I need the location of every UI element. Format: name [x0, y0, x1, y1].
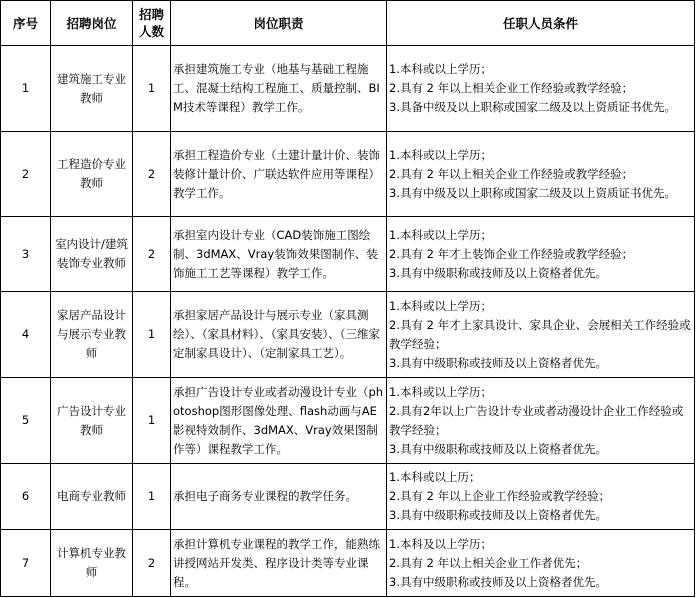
table-row	[1, 292, 695, 378]
row-no: 6	[1, 464, 51, 530]
requirement-item: 2.具有 2 年以上相关企业工作经验或教学经验；	[389, 166, 634, 181]
row-count: 2	[133, 217, 171, 292]
row-requirements	[387, 530, 695, 597]
row-count: 1	[133, 292, 171, 378]
row-position: 家居产品设计与展示专业教师	[51, 292, 133, 378]
row-duty: 承担室内设计专业（CAD装饰施工图绘制、3dMAX、Vray装饰效果图制作、装饰施工工艺等课程）教学工作。	[171, 217, 387, 292]
table-row	[1, 464, 695, 530]
row-no: 1	[1, 46, 51, 132]
row-position: 计算机专业教师	[51, 530, 133, 597]
row-position: 电商专业教师	[51, 464, 133, 530]
requirement-item: 2.具有 2 年才上装饰企业工作经验或教学经验；	[389, 246, 634, 261]
requirement-item: 2.具有 2 年以上企业工作经验或教学经验；	[389, 489, 611, 503]
header-no: 序号	[1, 1, 51, 46]
row-position: 工程造价专业教师	[51, 132, 133, 217]
table-row	[1, 530, 695, 597]
row-count: 1	[133, 464, 171, 530]
requirement-item: 3.具有中级及以上职称或国家二级及以上资质证书优先。	[389, 185, 676, 200]
requirement-item: 3.具有中级职称或技师及以上资格者优先。	[389, 441, 607, 456]
table-row	[1, 217, 695, 292]
requirement-item: 3.具有中级职称或技师及以上资格者优先。	[389, 508, 607, 522]
table-row	[1, 378, 695, 464]
row-position: 室内设计/建筑装饰专业教师	[51, 217, 133, 292]
requirement-item: 3.具备中级及以上职称或国家二级及以上资质证书优先。	[389, 100, 676, 114]
row-duty: 承担电子商务专业课程的教学任务。	[171, 464, 387, 530]
row-requirements	[387, 292, 695, 378]
requirement-item: 1.本科或以上学历；	[389, 147, 492, 162]
header-row	[1, 1, 695, 46]
header-position: 招聘岗位	[51, 1, 133, 46]
requirement-item: 1.本科及以上学历；	[389, 536, 492, 551]
row-duty: 承担广告设计专业或者动漫设计专业（photoshop图形图像处理、flash动画与AE影视特效制作、3dMAX、Vray效果图制作等）课程教学工作。	[171, 378, 387, 464]
row-count: 1	[133, 46, 171, 132]
requirement-item: 2.具有 2 年才上家具设计、家具企业、会展相关工作经验或教学经验；	[389, 317, 691, 351]
row-requirements	[387, 378, 695, 464]
requirement-item: 1.本科或以上学历；	[389, 298, 492, 313]
requirement-item: 1.本科或以上学历；	[389, 62, 492, 76]
row-position: 广告设计专业教师	[51, 378, 133, 464]
row-count: 2	[133, 132, 171, 217]
row-requirements	[387, 46, 695, 132]
table-row	[1, 46, 695, 132]
requirement-item: 3.具有中级职称或技师及以上资格者优先。	[389, 355, 607, 370]
row-duty: 承担工程造价专业（土建计量计价、装饰装修计量计价、广联达软件应用等课程）教学工作。	[171, 132, 387, 217]
header-count	[133, 1, 171, 46]
row-duty: 承担建筑施工专业（地基与基础工程施工、混凝土结构工程施工、质量控制、BIM技术等课程）教学工作。	[171, 46, 387, 132]
row-requirements	[387, 132, 695, 217]
requirement-item: 2.具有 2 年以上相关企业工作者优先；	[389, 555, 588, 570]
row-no: 5	[1, 378, 51, 464]
header-duty: 岗位职责	[171, 1, 387, 46]
row-no: 4	[1, 292, 51, 378]
requirement-item: 3.具有中级职称或技师及以上资格者优先。	[389, 574, 607, 589]
table-row	[1, 132, 695, 217]
row-no: 7	[1, 530, 51, 597]
header-requirements: 任职人员条件	[387, 1, 695, 46]
requirement-item: 1.本科或以上学历；	[389, 227, 492, 242]
row-duty: 承担计算机专业课程的教学工作，能熟练讲授网站开发类、程序设计类等专业课程。	[171, 530, 387, 597]
row-count: 2	[133, 530, 171, 597]
row-requirements	[387, 464, 695, 530]
row-no: 3	[1, 217, 51, 292]
requirement-item: 2.具有 2 年以上相关企业工作经验或教学经验；	[389, 81, 634, 95]
requirement-item: 1.本科或以上学历；	[389, 384, 492, 399]
row-no: 2	[1, 132, 51, 217]
requirement-item: 2.具有2年以上广告设计专业或者动漫设计企业工作经验或教学经验；	[389, 403, 684, 437]
row-count: 1	[133, 378, 171, 464]
row-duty: 承担家居产品设计与展示专业（家具测绘）、（家具材料）、（家具安装）、（三维家定制家具设计）、（定制家具工艺）。	[171, 292, 387, 378]
row-position: 建筑施工专业教师	[51, 46, 133, 132]
requirement-item: 1.本科或以上历；	[389, 470, 481, 484]
header-count-text: 招聘人数	[138, 7, 164, 39]
row-requirements	[387, 217, 695, 292]
requirement-item: 3.具有中级职称或技师及以上资格者优先。	[389, 265, 607, 280]
